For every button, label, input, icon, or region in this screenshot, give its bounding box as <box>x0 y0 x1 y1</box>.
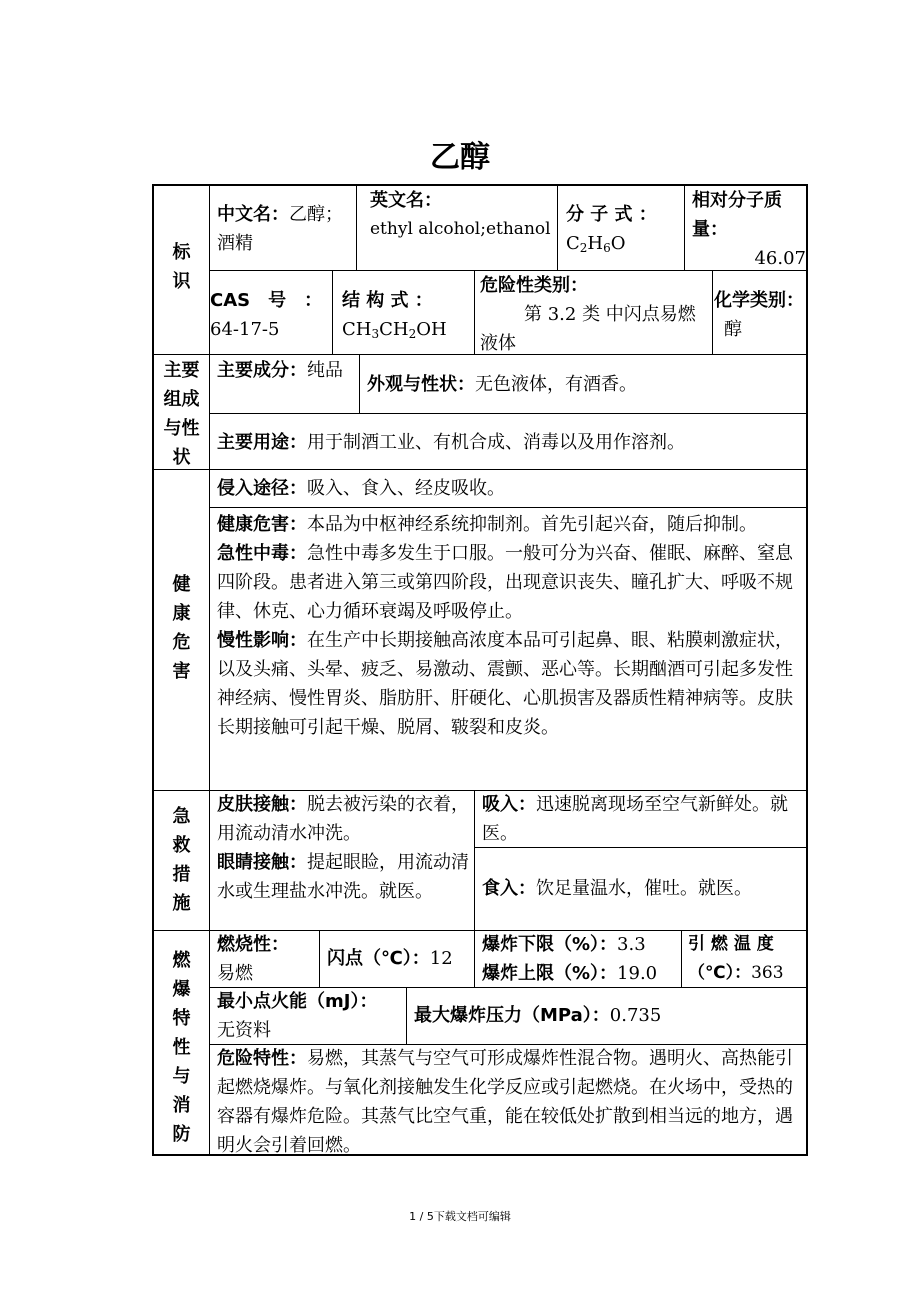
main-comp-label: 主要成分： <box>217 360 307 381</box>
mie-value: 无资料 <box>217 1020 271 1041</box>
danger-value: 易燃，其蒸气与空气可形成爆炸性混合物。遇明火、高热能引起燃烧爆炸。与氧化剂接触发生化学反应或引起燃烧。在火场中，受热的容器有爆炸危险。其蒸气比空气重，能在较低处扩散到相当远的地方，遇明火会引着回燃。 <box>217 1048 793 1156</box>
acute-value: 急性中毒多发生于口服。一般可分为兴奋、催眠、麻醉、窒息四阶段。患者进入第三或第四阶段，出现意识丧失、瞳孔扩大、呼吸不规律、休克、心力循环衰竭及呼吸停止。 <box>217 543 793 622</box>
lel-value: 3.3 <box>617 934 646 955</box>
mw-cell <box>692 186 806 273</box>
struct-cell <box>342 286 472 344</box>
chem-class-value: 醇 <box>724 319 742 340</box>
autoign-cell <box>688 930 808 988</box>
formula-label: 分 子 式 ： <box>566 204 657 225</box>
route-label: 侵入途径： <box>217 478 307 499</box>
section-identify: 标识 <box>172 242 191 292</box>
mie-label: 最小点火能（mJ）： <box>217 991 378 1012</box>
en-name-cell <box>370 186 556 244</box>
hazard-class-cell <box>480 271 710 358</box>
cas-label: CAS 号 ： <box>210 290 323 311</box>
document-title: 乙醇 <box>430 140 490 175</box>
cn-name-cell <box>217 200 355 258</box>
flash-value: 12 <box>429 948 453 969</box>
hazard-class-label: 危险性类别： <box>480 275 588 296</box>
lel-label: 爆炸下限（%）： <box>482 934 618 955</box>
autoign-value: 363 <box>751 963 784 983</box>
flammability-value: 易燃 <box>217 963 253 984</box>
route-cell <box>217 474 807 503</box>
acute-para <box>217 539 807 626</box>
autoign-label: 引 燃 温 度（℃）： <box>688 934 774 983</box>
mw-label: 相对分子质量： <box>692 190 782 240</box>
appearance-label: 外观与性状： <box>367 374 475 395</box>
chem-class-label: 化学类别： <box>714 290 804 311</box>
eye-label: 眼睛接触： <box>217 852 307 873</box>
health-hazard-para <box>217 510 807 539</box>
chem-class-cell <box>714 286 810 344</box>
cn-name-label: 中文名： <box>217 204 289 225</box>
health-hazard-value: 本品为中枢神经系统抑制剂。首先引起兴奋，随后抑制。 <box>307 514 757 535</box>
explosion-limits-cell <box>482 930 680 988</box>
appearance-cell <box>367 370 807 399</box>
ingest-cell <box>482 874 808 903</box>
formula-value: $C_2H_6O$ <box>566 233 626 255</box>
uel-line <box>482 959 680 988</box>
main-comp-cell <box>217 356 357 385</box>
hazard-class-value: 第 3.2 类 中闪点易燃液体 <box>480 304 696 354</box>
section-health: 健康危害 <box>172 574 191 682</box>
section-firstaid: 急救措施 <box>172 806 191 914</box>
maxp-cell <box>414 1001 808 1030</box>
route-value: 吸入、食入、经皮吸收。 <box>307 478 505 499</box>
struct-value: $CH_3CH_2OH$ <box>342 319 447 341</box>
formula-cell <box>566 200 682 258</box>
usage-value: 用于制酒工业、有机合成、消毒以及用作溶剂。 <box>307 432 685 453</box>
maxp-value: 0.735 <box>609 1005 662 1026</box>
mie-cell <box>217 987 405 1045</box>
eye-para <box>217 848 471 906</box>
uel-label: 爆炸上限（%）： <box>482 963 618 984</box>
maxp-label: 最大爆炸压力（MPa）： <box>414 1005 610 1026</box>
usage-cell <box>217 428 807 457</box>
health-hazard-label: 健康危害： <box>217 514 307 535</box>
struct-label: 结 构 式 ： <box>342 290 433 311</box>
cas-cell <box>210 286 331 344</box>
skin-para <box>217 790 471 848</box>
msds-table <box>152 184 808 1156</box>
flash-cell <box>327 944 473 973</box>
ingest-label: 食入： <box>482 878 536 899</box>
section-composition: 主要组成与性状 <box>163 360 200 468</box>
acute-label: 急性中毒： <box>217 543 307 564</box>
main-comp-value: 纯品 <box>307 360 343 381</box>
health-text-block <box>217 510 807 742</box>
chronic-label: 慢性影响： <box>217 630 307 651</box>
chronic-para <box>217 626 807 742</box>
appearance-value: 无色液体，有酒香。 <box>475 374 637 395</box>
inhale-label: 吸入： <box>482 794 536 815</box>
cas-value: 64-17-5 <box>210 319 280 340</box>
ingest-value: 饮足量温水，催吐。就医。 <box>536 878 752 899</box>
inhale-cell <box>482 790 808 848</box>
skin-value: 脱去被污染的衣着，用流动清水冲洗。 <box>217 794 469 844</box>
chronic-value: 在生产中长期接触高浓度本品可引起鼻、眼、粘膜刺激症状，以及头痛、头晕、疲乏、易激动、震颤、恶心等。长期酗酒可引起多发性神经病、慢性胃炎、脂肪肝、肝硬化、心肌损害及器质性精神病等。皮肤长期接触可引起干燥、脱屑、皲裂和皮炎。 <box>217 630 793 738</box>
inhale-value: 迅速脱离现场至空气新鲜处。就医。 <box>482 794 788 844</box>
skin-label: 皮肤接触： <box>217 794 307 815</box>
danger-cell <box>217 1044 807 1160</box>
firstaid-left-block <box>217 790 471 906</box>
en-name-value: ethyl alcohol;ethanol <box>370 219 551 239</box>
eye-value: 提起眼睑，用流动清水或生理盐水冲洗。就医。 <box>217 852 469 902</box>
lel-line <box>482 930 680 959</box>
page-footer: 1 / 5下载文档可编辑 <box>409 1210 511 1223</box>
usage-label: 主要用途： <box>217 432 307 453</box>
danger-label: 危险特性： <box>217 1048 307 1069</box>
uel-value: 19.0 <box>617 963 658 984</box>
flammability-label: 燃烧性： <box>217 934 289 955</box>
en-name-label: 英文名： <box>370 190 442 211</box>
flash-label: 闪点（℃）： <box>327 948 430 969</box>
cn-name-value: 乙醇；酒精 <box>217 204 343 254</box>
mw-value: 46.07 <box>754 248 806 269</box>
flammability-cell <box>217 930 317 988</box>
section-fire: 燃爆特性与消防 <box>172 950 191 1145</box>
